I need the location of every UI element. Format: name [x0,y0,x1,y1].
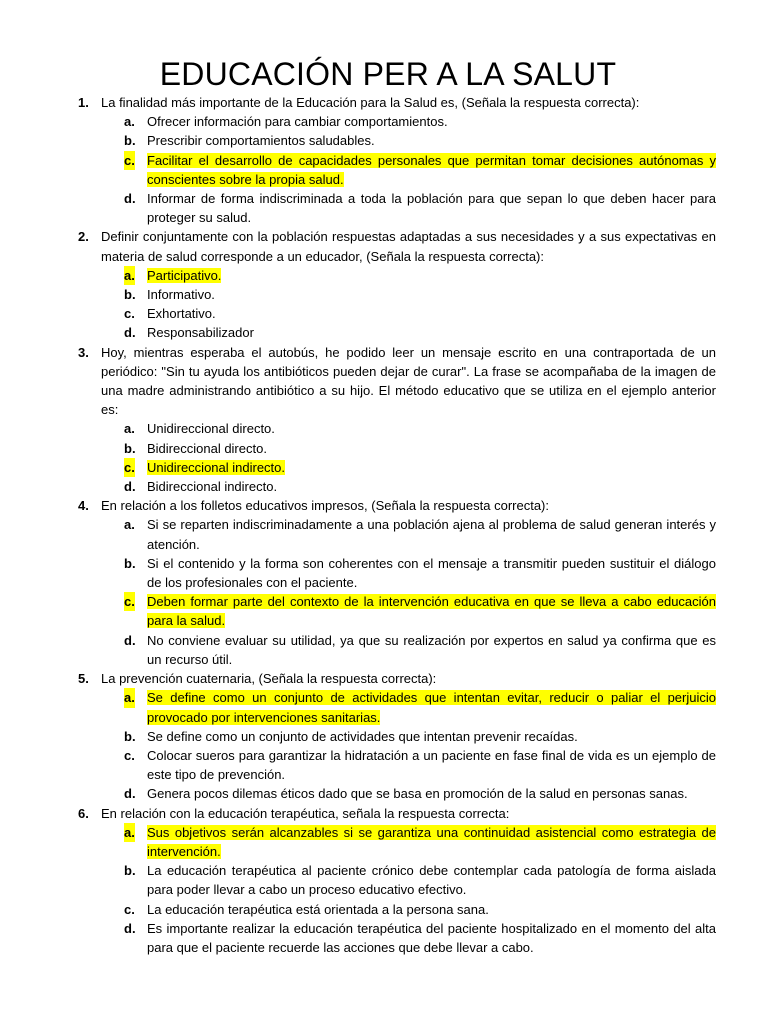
option-text: Informativo. [147,287,215,303]
answer-content [147,748,716,782]
option-text: Informar de forma indiscriminada a toda la población para que sepan lo que deben hacer para proteger su salud. [147,191,716,226]
answer-content [147,863,716,897]
option-text: Bidireccional directo. [147,440,267,456]
highlighted-correct-answer [147,268,221,283]
option-letter: c. [124,306,135,322]
answer-option [101,285,716,304]
option-letter: d. [124,632,136,648]
question-number: 5. [78,671,89,687]
option-text: Facilitar el desarrollo de capacidades personales que permitan tomar decisiones autónomas y conscientes sobre la propia salud. [147,152,716,187]
option-letter: a. [124,114,135,130]
question-2 [60,227,716,342]
option-text: Bidireccional indirecto. [147,479,278,495]
answer-option [101,189,716,227]
question-text: La prevención cuaternaria, (Señala la respuesta correcta): [101,671,437,687]
answer-option [101,919,716,957]
option-letter: b. [124,440,136,456]
answer-content [147,191,716,225]
answer-content [147,325,254,340]
answer-content [147,287,215,302]
answer-options [101,515,716,669]
option-letter: b. [124,555,136,571]
option-text: Sus objetivos serán alcanzables si se garantiza una continuidad asistencial como estrategia de intervención. [147,824,716,859]
answer-option [101,823,716,861]
answer-options [101,112,716,227]
option-letter: b. [124,728,136,744]
option-text: No conviene evaluar su utilidad, ya que su realización por expertos en salud ya confirma que es un recurso útil. [147,632,716,667]
option-letter: a. [124,823,135,842]
answer-option [101,439,716,458]
question-1 [60,93,716,227]
question-text: Hoy, mientras esperaba el autobús, he podido leer un mensaje escrito en una contraportada de un periódico: "Sin tu ayuda los antibióticos pueden dejar de curar". La frase se acompañaba de la imagen de una madre administrando antibiótico a su hijo. El método educativo que se utiliza en el ejemplo anterior es: [101,344,716,418]
question-6 [60,804,716,958]
answer-content [147,902,489,917]
option-text: Si se reparten indiscriminadamente a una población ajena al problema de salud generan interés y atención. [147,517,716,552]
answer-options [101,688,716,803]
option-text: Deben formar parte del contexto de la intervención educativa en que se lleva a cabo educación para la salud. [147,594,716,629]
question-5 [60,669,716,803]
answer-content [147,556,716,590]
option-text: Si el contenido y la forma son coherentes con el mensaje a transmitir pueden sustituir el diálogo de los profesionales con el paciente. [147,555,716,591]
answer-option [101,515,716,553]
answer-option [101,458,716,477]
option-text: Ofrecer información para cambiar comportamientos. [147,114,448,130]
answer-content [147,133,375,148]
answer-content [147,921,716,955]
answer-option [101,592,716,630]
answer-option [101,554,716,592]
answer-option [101,304,716,323]
answer-content [147,306,216,321]
option-text: Responsabilizador [147,325,254,341]
option-letter: a. [124,517,135,533]
answer-content [147,729,578,744]
question-4 [60,496,716,669]
question-3 [60,343,716,497]
question-number: 6. [78,805,89,821]
option-letter: d. [124,479,136,495]
answer-content [147,786,688,801]
answer-content [147,421,275,436]
answer-content [147,114,448,129]
answer-option [101,266,716,285]
option-text: Participativo. [147,267,222,283]
option-text: La educación terapéutica está orientada a la persona sana. [147,901,489,917]
option-letter: c. [124,747,135,763]
option-letter: d. [124,786,136,802]
option-letter: b. [124,287,136,303]
question-text: La finalidad más importante de la Educación para la Salud es, (Señala la respuesta correcta): [101,95,640,110]
document-title: EDUCACIÓN PER A LA SALUT [159,56,617,92]
option-text: Es importante realizar la educación terapéutica del paciente hospitalizado en el momento del alta para que el paciente recuerde las acciones que debe llevar a cabo. [147,920,716,955]
answer-options [101,419,716,496]
question-number: 1. [78,95,89,110]
answer-content [147,517,716,551]
option-text: Se define como un conjunto de actividades que intentan evitar, reducir o paliar el perjuicio provocado por intervenciones sanitarias. [147,690,716,725]
answer-option [101,151,716,189]
option-text: Colocar sueros para garantizar la hidratación a un paciente en fase final de vida es un ejemplo de este tipo de prevención. [147,747,716,783]
highlighted-correct-answer [147,594,716,628]
answer-content [147,479,277,494]
question-text: En relación a los folletos educativos impresos, (Señala la respuesta correcta): [101,498,549,514]
option-letter: b. [124,863,136,879]
answer-option [101,900,716,919]
option-text: Prescribir comportamientos saludables. [147,133,375,149]
answer-option [101,323,716,342]
answer-options [101,266,716,343]
answer-options [101,823,716,957]
option-letter: c. [124,592,135,611]
question-text: En relación con la educación terapéutica, señala la respuesta correcta: [101,805,510,821]
answer-option [101,746,716,784]
option-text: Se define como un conjunto de actividades que intentan prevenir recaídas. [147,728,578,744]
option-letter: a. [124,266,135,285]
question-list [60,93,716,957]
option-letter: c. [124,458,135,477]
option-letter: b. [124,133,136,149]
answer-content [147,633,716,667]
answer-option [101,861,716,899]
option-letter: d. [124,920,136,936]
answer-option [101,112,716,131]
option-text: Unidireccional indirecto. [147,459,286,475]
answer-option [101,784,716,803]
question-number: 2. [78,229,89,245]
highlighted-correct-answer [147,153,716,187]
question-number: 3. [78,344,89,360]
question-number: 4. [78,498,89,514]
option-letter: d. [124,191,136,207]
answer-option [101,727,716,746]
highlighted-correct-answer [147,460,285,475]
highlighted-correct-answer [147,825,716,859]
answer-option [101,419,716,438]
answer-option [101,131,716,150]
highlighted-correct-answer [147,690,716,724]
option-text: Exhortativo. [147,306,216,322]
option-letter: d. [124,325,136,341]
option-text: Unidireccional directo. [147,421,275,437]
option-text: Genera pocos dilemas éticos dado que se basa en promoción de la salud en personas sanas. [147,786,688,802]
answer-option [101,688,716,726]
option-letter: a. [124,421,135,437]
option-letter: a. [124,688,135,707]
option-letter: c. [124,901,135,917]
answer-content [147,441,267,456]
answer-option [101,631,716,669]
option-letter: c. [124,151,135,170]
question-text: Definir conjuntamente con la población respuestas adaptadas a sus necesidades y a sus expectativas en materia de salud corresponde a un educador, (Señala la respuesta correcta): [101,229,716,264]
option-text: La educación terapéutica al paciente crónico debe contemplar cada patología de forma aislada para poder llevar a cabo un proceso educativo efectivo. [147,863,716,898]
answer-option [101,477,716,496]
